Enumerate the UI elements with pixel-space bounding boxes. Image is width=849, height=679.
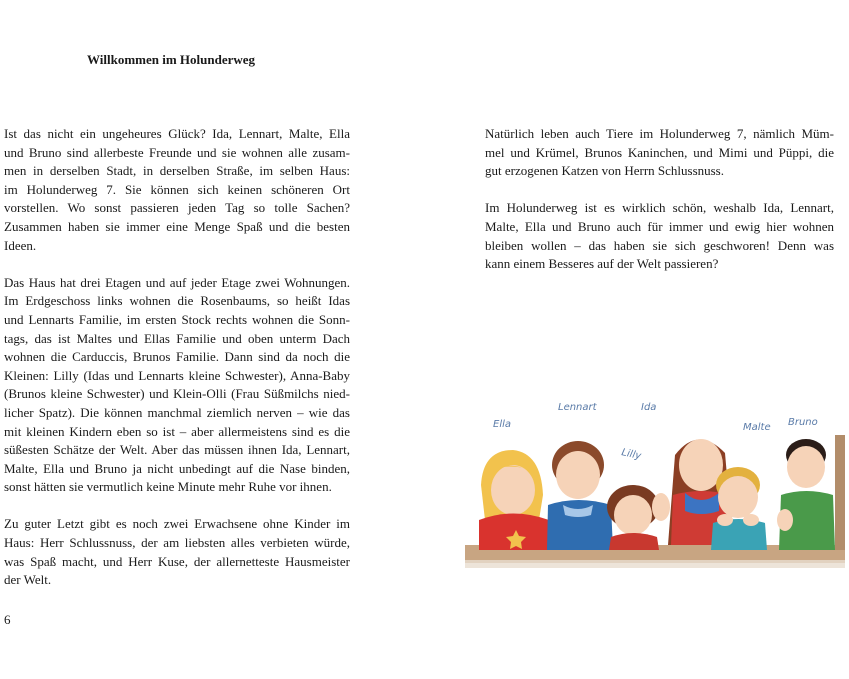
text-line: Im Holunderweg ist es wirklich schön, weshalb Ida, Lennart, xyxy=(485,200,834,216)
paragraph-gap xyxy=(4,255,350,274)
text-line: Das Haus hat drei Etagen und auf jeder Etage zwei Wohnungen. xyxy=(4,274,350,290)
child-lennart xyxy=(547,441,613,550)
text-line: Zu guter Letzt gibt es noch zwei Erwachsene ohne Kinder im xyxy=(4,516,350,532)
window-frame-right xyxy=(835,435,845,550)
children-illustration xyxy=(463,395,849,570)
text-line: der Welt. xyxy=(4,572,52,588)
text-line: gut erzogenen Katzen von Herrn Schlussnuss. xyxy=(485,163,724,179)
text-line: (Brunos kleine Schwester) und Klein-Olli (Frau Süßmilchs nied- xyxy=(4,386,350,402)
left-page xyxy=(0,0,424,679)
label-lilly: Lilly xyxy=(620,447,643,463)
text-line: und Lennarts Familie, im ersten Stock rechts wohnen die Sonn- xyxy=(4,311,350,327)
text-line: Ideen. xyxy=(4,237,37,253)
text-line: licher Spatz). Die können manchmal ziemlich nerven – wie das xyxy=(4,404,350,420)
text-line: Kleinen: Lilly (Idas und Lennarts kleine Schwester), Anna-Baby xyxy=(4,367,350,383)
text-line: mel und Krümel, Brunos Kaninchen, und Mimi und Püppi, die xyxy=(485,144,834,160)
text-line: im Holunderweg 7. Sie können sich keinen schöneren Ort xyxy=(4,181,350,197)
paragraph-gap xyxy=(4,497,350,516)
text-line: men in derselben Stadt, in derselben Straße, im selben Haus: xyxy=(4,163,350,179)
text-line: mit kleinen Kindern eben so ist – aber allermeistens sind es die xyxy=(4,423,350,439)
label-ella: Ella xyxy=(493,419,512,430)
label-lennart: Lennart xyxy=(558,402,597,413)
left-column-text xyxy=(4,125,350,590)
text-line: Haus: Herr Schlussnuss, der am liebsten alles verbieten würde, xyxy=(4,535,350,551)
child-lilly xyxy=(607,485,659,550)
text-line: Malte, Ella und Bruno ja nicht unbedingt auf die Nase binden, xyxy=(4,460,350,476)
text-line: bleiben wollen – das haben sie sich geschworen! Denn was xyxy=(485,237,834,253)
text-line: wohnen die Carduccis, Brunos Familie. Dann sind da noch die xyxy=(4,349,350,365)
page-number: 6 xyxy=(4,612,11,627)
right-page xyxy=(425,0,849,679)
text-line: Ist das nicht ein ungeheures Glück? Ida, Lennart, Malte, Ella xyxy=(4,126,350,141)
text-line: Zusammen haben sie immer eine Menge Spaß und die besten xyxy=(4,218,350,234)
child-bruno xyxy=(777,439,835,550)
text-line: tags, das ist Maltes und Ellas Familie und oben unterm Dach xyxy=(4,330,350,346)
text-line: kann einem Besseres auf der Welt passieren? xyxy=(485,256,719,272)
text-line: Natürlich leben auch Tiere im Holunderweg 7, nämlich Müm- xyxy=(485,126,834,141)
label-ida: Ida xyxy=(641,402,657,413)
text-line: was Spaß macht, und Herr Kuse, der allernetteste Hausmeister xyxy=(4,553,350,569)
paragraph-gap xyxy=(485,181,834,200)
text-line: vorstellen. Wo sonst passieren jeden Tag so tolle Sachen? xyxy=(4,200,350,216)
text-line: Malte, Ella und Bruno auch für immer und ewig hier wohnen xyxy=(485,218,834,234)
text-line: süßesten Schätze der Welt. Aber das müssen ihnen Ida, Lennart, xyxy=(4,442,350,458)
label-malte: Malte xyxy=(743,422,771,433)
chapter-title: Willkommen im Holunderweg xyxy=(87,52,256,67)
text-line: Im Erdgeschoss links wohnen die Rosenbaums, so heißt Idas xyxy=(4,293,350,309)
child-ella xyxy=(479,450,549,550)
text-line: sonst hätten sie vermutlich keine Minute mehr Ruhe vor ihnen. xyxy=(4,479,332,495)
sill-shadow xyxy=(465,560,845,568)
text-line: und Bruno sind allerbeste Freunde und sie wohnen alle zusam- xyxy=(4,144,350,160)
right-column-text xyxy=(485,125,834,274)
label-bruno: Bruno xyxy=(788,417,818,428)
